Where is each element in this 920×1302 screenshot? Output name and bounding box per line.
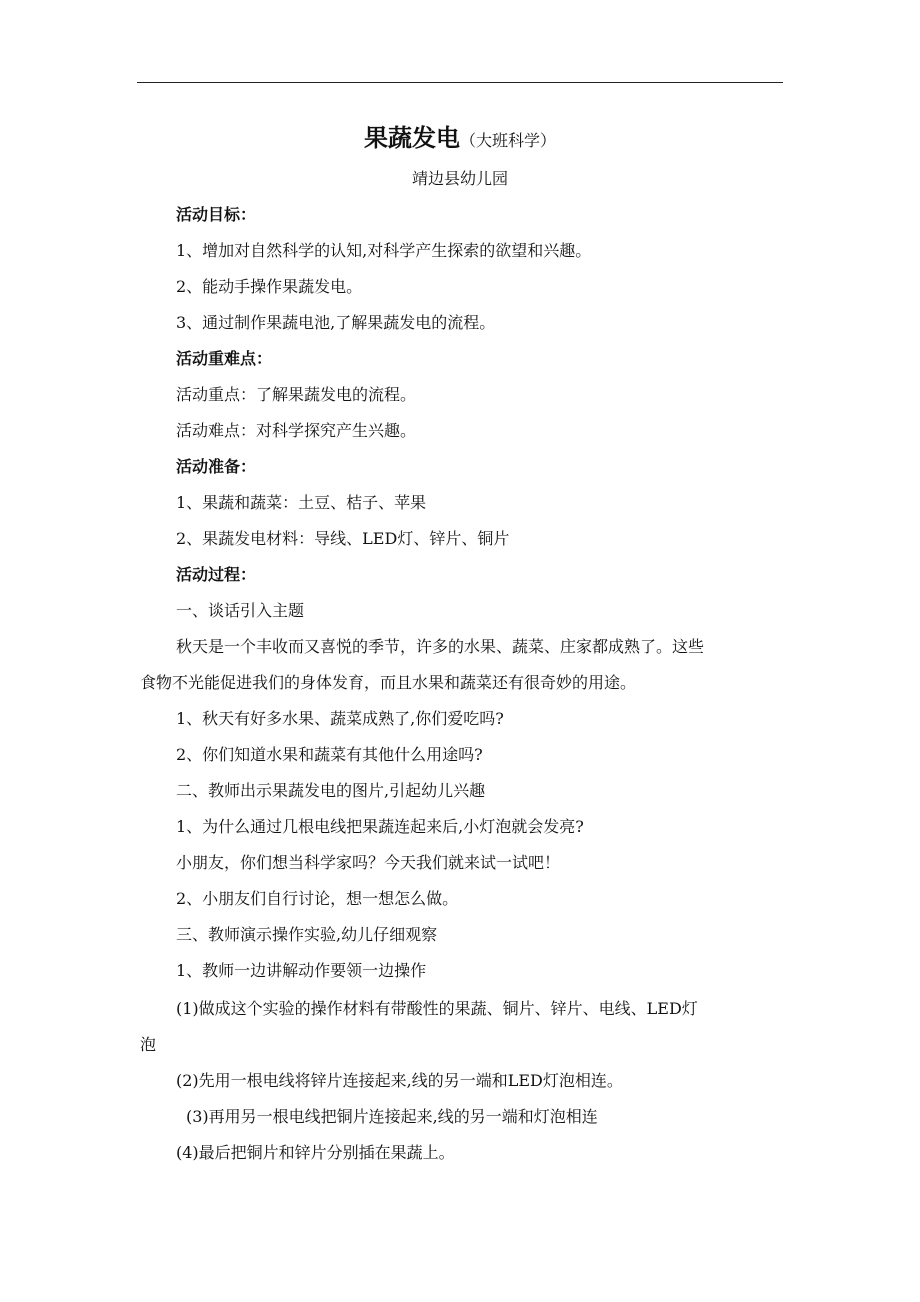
process-line: 2、你们知道水果和蔬菜有其他什么用途吗? [176, 745, 483, 764]
preparation-item: 2、果蔬发电材料：导线、LED灯、锌片、铜片 [176, 529, 510, 548]
goal-item: 3、通过制作果蔬电池,了解果蔬发电的流程。 [176, 313, 496, 332]
process-line: 1、教师一边讲解动作要领一边操作 [176, 961, 427, 980]
key-point-item: 活动难点：对科学探究产生兴趣。 [176, 421, 417, 440]
key-point-item: 活动重点：了解果蔬发电的流程。 [176, 385, 417, 404]
process-line: 一、谈话引入主题 [176, 601, 305, 620]
process-line: 2、小朋友们自行讨论，想一想怎么做。 [176, 889, 459, 908]
page-title: 果蔬发电 [363, 124, 460, 152]
process-line: (2)先用一根电线将锌片连接起来,线的另一端和LED灯泡相连。 [176, 1071, 623, 1090]
goal-item: 2、能动手操作果蔬发电。 [176, 277, 363, 296]
process-line: 1、为什么通过几根电线把果蔬连起来后,小灯泡就会发亮? [176, 817, 584, 836]
preparation-heading: 活动准备： [176, 457, 257, 476]
process-line: 泡 [140, 1035, 157, 1054]
process-line: (4)最后把铜片和锌片分别插在果蔬上。 [176, 1143, 455, 1162]
preparation-item: 1、果蔬和蔬菜：土豆、桔子、苹果 [176, 493, 427, 512]
key-points-heading: 活动重难点： [176, 349, 273, 368]
process-line: 二、教师出示果蔬发电的图片,引起幼儿兴趣 [176, 781, 486, 800]
header-rule [137, 82, 783, 83]
process-line: 1、秋天有好多水果、蔬菜成熟了,你们爱吃吗? [176, 709, 504, 728]
process-line: (3)再用另一根电线把铜片连接起来,线的另一端和灯泡相连 [186, 1107, 598, 1126]
title-row [0, 118, 920, 153]
process-line: 三、教师演示操作实验,幼儿仔细观察 [176, 925, 438, 944]
process-heading: 活动过程： [176, 565, 257, 584]
page-subtitle: （大班科学） [459, 131, 556, 150]
school-name: 靖边县幼儿园 [411, 169, 508, 188]
goals-heading: 活动目标： [176, 205, 257, 224]
process-line: 小朋友，你们想当科学家吗？今天我们就来试一试吧！ [176, 853, 561, 872]
process-line: 秋天是一个丰收而又喜悦的季节，许多的水果、蔬菜、庄家都成熟了。这些 [176, 637, 705, 656]
goal-item: 1、增加对自然科学的认知,对科学产生探索的欲望和兴趣。 [176, 241, 592, 260]
process-line: (1)做成这个实验的操作材料有带酸性的果蔬、铜片、锌片、电线、LED灯 [176, 999, 698, 1018]
process-line: 食物不光能促进我们的身体发育，而且水果和蔬菜还有很奇妙的用途。 [140, 673, 637, 692]
